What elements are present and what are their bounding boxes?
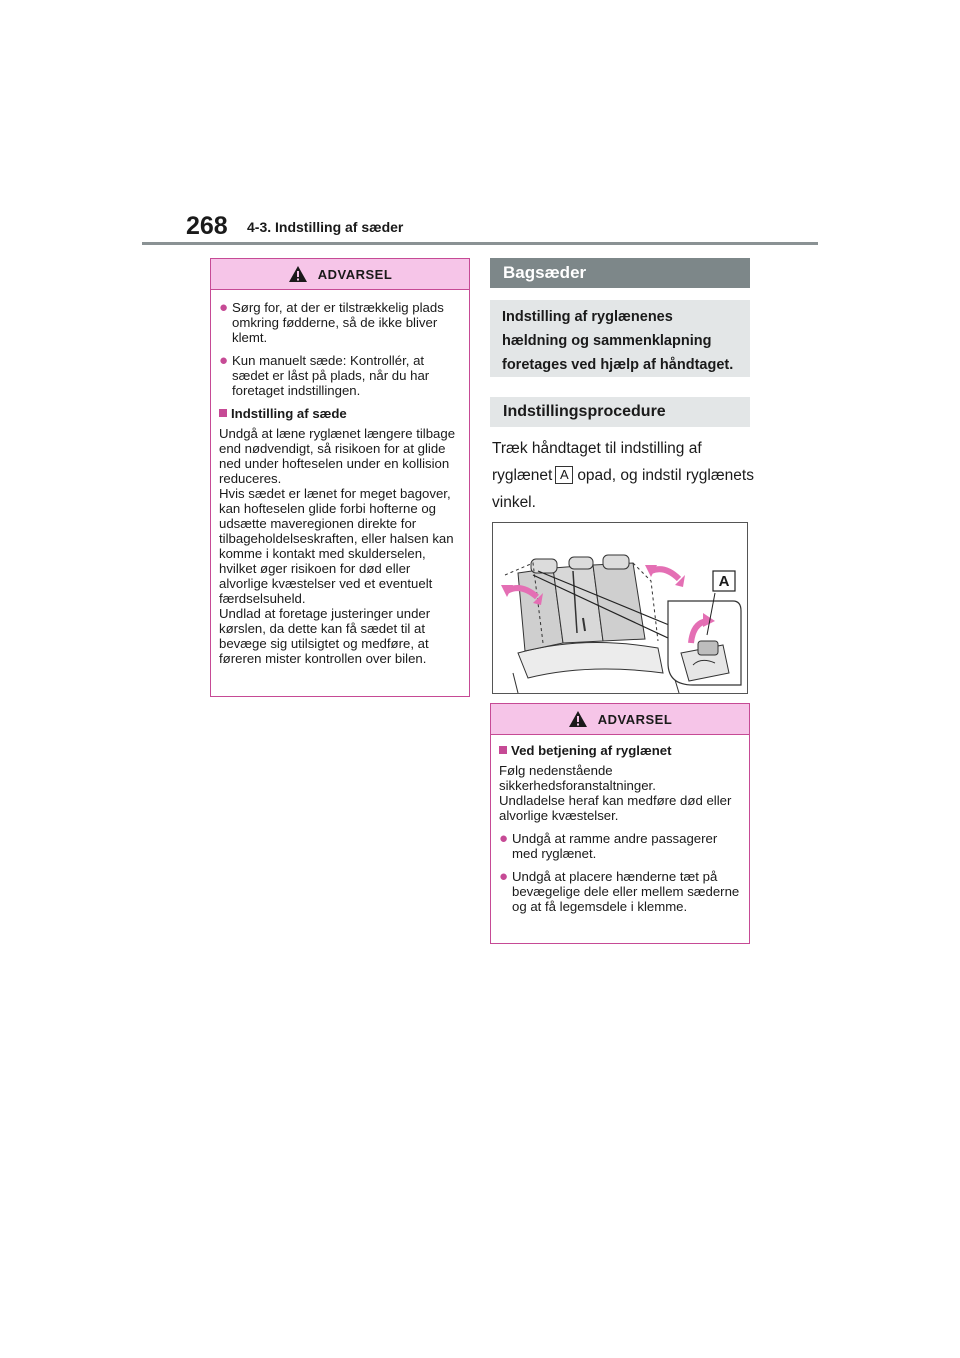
warning-box-right bbox=[490, 703, 750, 944]
warning-header bbox=[211, 259, 469, 290]
warning-bullet bbox=[499, 831, 741, 861]
bullet-dot-icon: ● bbox=[219, 352, 229, 369]
page-number: 268 bbox=[186, 212, 228, 240]
subheading-text: Ved betjening af ryglænet bbox=[511, 743, 672, 758]
warning-paragraph: Undgå at læne ryglænet længere tilbage end nødvendigt, så risikoen for at glide ned under hofteselen under en kollision reduceres. bbox=[219, 426, 456, 486]
warning-triangle-icon bbox=[288, 265, 308, 283]
warning-body bbox=[491, 735, 749, 930]
seat-drawing bbox=[493, 523, 747, 693]
section-title: 4-3. Indstilling af sæder bbox=[247, 219, 404, 235]
header-rule bbox=[142, 242, 818, 245]
procedure-text-start: Træk håndtaget til indstilling af ryglænet bbox=[492, 440, 702, 484]
bullet-text: Sørg for, at der er tilstrækkelig plads omkring fødderne, så de ikke bliver klemt. bbox=[232, 300, 444, 345]
warning-subheading bbox=[499, 743, 741, 758]
callout-a: A bbox=[555, 466, 573, 484]
rear-seat-illustration bbox=[492, 522, 748, 694]
info-box: Indstilling af ryglænenes hældning og sammenklapning foretages ved hjælp af håndtaget. bbox=[490, 300, 750, 377]
bullet-dot-icon: ● bbox=[499, 868, 509, 885]
section-bar-bagsaeder: Bagsæder bbox=[490, 258, 750, 288]
warning-box-left bbox=[210, 258, 470, 697]
procedure-text bbox=[492, 435, 754, 516]
warning-bullet bbox=[219, 353, 461, 398]
figure-label-a: A bbox=[718, 573, 730, 590]
bullet-dot-icon: ● bbox=[499, 830, 509, 847]
subheading-text: Indstilling af sæde bbox=[231, 406, 347, 421]
warning-header bbox=[491, 704, 749, 735]
procedure-text-end: opad, og indstil ryglænets vinkel. bbox=[492, 467, 754, 511]
bullet-text: Undgå at placere hænderne tæt på bevægelige dele eller mellem sæderne og at få legemsdele i klemme. bbox=[512, 869, 740, 914]
warning-bullet bbox=[219, 300, 461, 345]
warning-paragraph: Følg nedenstående sikkerhedsforanstaltninger. bbox=[499, 763, 656, 793]
square-bullet-icon bbox=[219, 409, 227, 417]
warning-paragraph: Undlad at foretage justeringer under kørslen, da dette kan få sædet til at bevæge sig utilsigtet og medføre, at føreren mister kontrollen over bilen. bbox=[219, 606, 431, 666]
warning-title: ADVARSEL bbox=[597, 711, 673, 727]
warning-title: ADVARSEL bbox=[317, 266, 393, 282]
warning-subheading bbox=[219, 406, 461, 421]
procedure-bar: Indstillingsprocedure bbox=[490, 397, 750, 427]
warning-paragraph: Undladelse heraf kan medføre død eller alvorlige kvæstelser. bbox=[499, 793, 732, 823]
bullet-text: Undgå at ramme andre passagerer med ryglænet. bbox=[512, 831, 718, 861]
warning-paragraph: Hvis sædet er lænet for meget bagover, kan hofteselen glide forbi hofterne og udsætte maveregionen direkte for tilbageholdelseskraften, eller halsen kan komme i kontakt med skulderselen, hvilket øger risikoen for død eller alvorlige kvæstelser ved et eventuelt færdselsuheld. bbox=[219, 486, 454, 606]
bullet-dot-icon: ● bbox=[219, 299, 229, 316]
warning-triangle-icon bbox=[568, 710, 588, 728]
warning-body bbox=[211, 290, 469, 674]
square-bullet-icon bbox=[499, 746, 507, 754]
bullet-text: Kun manuelt sæde: Kontrollér, at sædet er låst på plads, når du har foretaget indstillingen. bbox=[232, 353, 430, 398]
warning-bullet bbox=[499, 869, 741, 914]
